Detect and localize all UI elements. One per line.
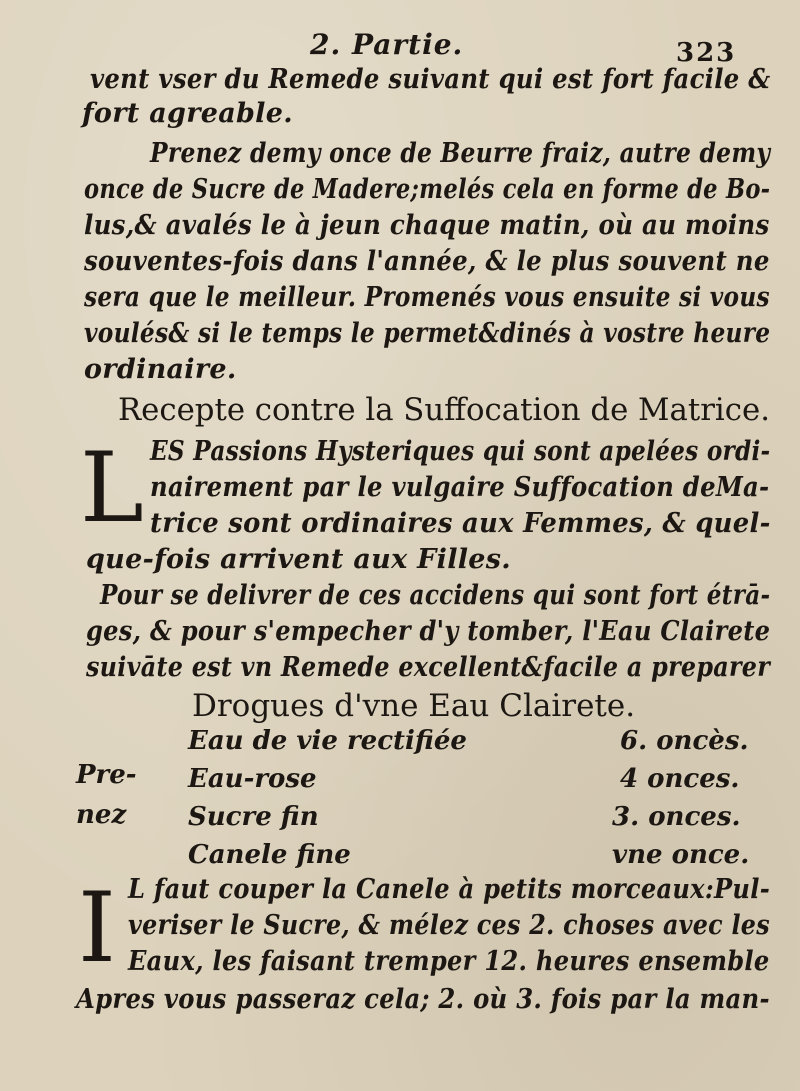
ingredient-quantity: vne once. xyxy=(612,840,750,870)
margin-note: Pre- xyxy=(76,760,137,790)
ingredient-quantity: 3. onces. xyxy=(612,802,741,832)
running-header xyxy=(0,24,800,68)
text-line: nairement par le vulgaire Suffocation deMa- xyxy=(150,472,770,503)
drop-initial: L xyxy=(80,432,144,544)
text-line: once de Sucre de Madere;melés cela en forme de Bo- xyxy=(84,174,771,205)
text-line: ordinaire. xyxy=(84,354,237,385)
text-line: ges, & pour s'empecher d'y tomber, l'Eau Clairete xyxy=(86,616,771,647)
ingredient-name: Canele fine xyxy=(188,840,351,870)
text-line: sera que le meilleur. Promenés vous ensuite si vous xyxy=(84,282,770,313)
text-line: Apres vous passeraz cela; 2. où 3. fois par la man- xyxy=(76,984,770,1015)
ingredient-quantity: 4 onces. xyxy=(620,764,740,794)
text-line: Prenez demy once de Beurre fraiz, autre demy xyxy=(150,138,771,169)
page-number: 323 xyxy=(676,38,737,68)
text-line: ES Passions Hysteriques qui sont apelées ordi- xyxy=(150,436,771,467)
section-title: Recepte contre la Suffocation de Matrice. xyxy=(118,392,770,428)
text-line: trice sont ordinaires aux Femmes, & quel- xyxy=(150,508,771,539)
ingredient-name: Sucre fin xyxy=(188,802,319,832)
text-line: vent vser du Remede suivant qui est fort facile & xyxy=(90,64,771,95)
text-line: que-fois arrivent aux Filles. xyxy=(86,544,511,575)
text-line: souventes-fois dans l'année, & le plus souvent ne xyxy=(84,246,770,277)
text-line: Eaux, les faisant tremper 12. heures ensemble xyxy=(128,946,770,977)
margin-note: nez xyxy=(76,800,127,830)
drop-initial: I xyxy=(78,872,116,984)
part-heading: 2. Partie. xyxy=(310,28,464,61)
text-line: voulés& si le temps le permet&dinés à vostre heure xyxy=(84,318,771,349)
text-line: fort agreable. xyxy=(82,98,293,129)
ingredient-name: Eau-rose xyxy=(188,764,317,794)
text-line: veriser le Sucre, & mélez ces 2. choses avec les xyxy=(128,910,770,941)
ingredient-quantity: 6. oncès. xyxy=(620,726,749,756)
text-line: L faut couper la Canele à petits morceaux:Pul- xyxy=(128,874,770,905)
text-line: Pour se delivrer de ces accidens qui sont fort étrā- xyxy=(100,580,771,611)
ingredient-name: Eau de vie rectifiée xyxy=(188,726,467,756)
text-line: lus,& avalés le à jeun chaque matin, où au moins xyxy=(84,210,770,241)
recipe-title: Drogues d'vne Eau Clairete. xyxy=(192,688,636,724)
text-line: suivāte est vn Remede excellent&facile a preparer xyxy=(86,652,771,683)
